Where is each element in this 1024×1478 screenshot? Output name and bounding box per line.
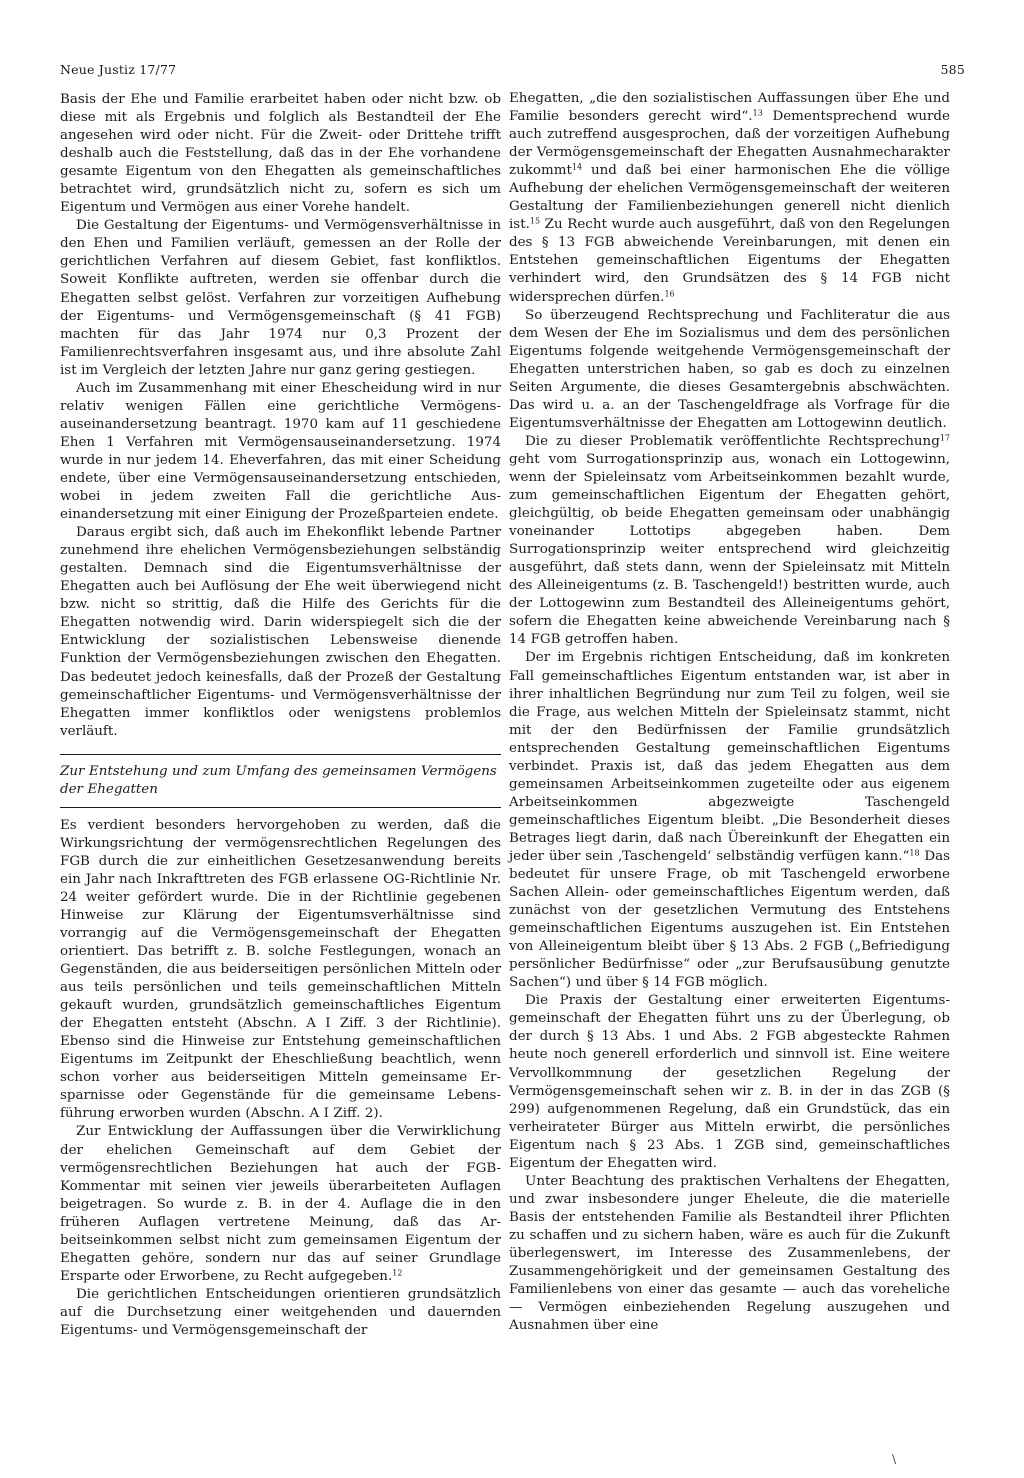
paragraph-text: Der im Ergebnis richtigen Entscheidung, daß im konkreten Fall gemeinschaftliches Eigentum entstanden war, ist aber in ihrer inhaltlichen Begründung nur zum Teil zu folgen, weil sie die Frage, aus welchen Mitteln der Spieleinsatz stammt, nicht mit der den Bedürfnissen der Familie grundsätzlich entsprechenden Gestaltung gemeinschaftlichen Eigentums verbindet. Praxis ist, daß das jedem Ehegatten aus dem gemeinsamen Arbeitseinkommen zugeteilte oder aus eigenem Arbeitseinkommen abgezweigte Taschengeld gemeinschaftliches Eigentum bleibt. „Die Besonderheit dieses Betrages liegt darin, daß nach Übereinkunft der Ehegatten ein jeder über sein ‚Taschengeld‘ selbständig verfügen kann.“ xyxy=(509,650,950,864)
section-heading: Zur Entstehung und zum Umfang des gemeinsamen Vermögens der Ehegatten xyxy=(60,763,497,798)
running-header xyxy=(60,62,965,80)
footnote-ref: 18 xyxy=(909,848,920,858)
paragraph xyxy=(509,649,950,992)
section-rule-bottom xyxy=(60,807,501,808)
footnote-ref: 15 xyxy=(529,216,541,226)
right-column xyxy=(509,90,950,1335)
paragraph: Auch im Zusammenhang mit einer Ehescheidung wird in nur relativ wenigen Fällen eine gerichtliche Vermögensauseinandersetzung beantragt. 1970 kam auf 11 geschiedene Ehen 1 Verfahren mit Vermögensauseinandersetzung. 1974 wurde in nur jedem 14. Eheverfahren, das mit einer Scheidung endete, über eine Vermögensauseinandersetzung entschieden, wobei in jedem zweiten Fall die gerichtliche Auseinandersetzung mit einer Einigung der Prozeßparteien endete. xyxy=(60,380,501,523)
paragraph xyxy=(60,1123,501,1285)
journal-issue: Neue Justiz 17/77 xyxy=(60,62,177,77)
paragraph-text: Die zu dieser Problematik veröffentlichte Rechtsprechung xyxy=(525,433,940,449)
footnote-ref: 12 xyxy=(392,1268,403,1278)
left-column xyxy=(60,91,501,1340)
paragraph-text: Zur Entwicklung der Auffassungen über die Verwirklichung der ehelichen Gemeinschaft auf dem Gebiet der vermögensrechtlichen Beziehungen hat auch der FGB-Kommentar mit seinen vier jeweils überarbeiteten Auflagen beigetragen. So wurde z. B. in der 4. Auflage die in den früheren Auflagen vertretene Meinung, daß das Arbeitseinkommen selbst nicht zum gemeinsamen Eigentum der Ehegatten gehöre, sondern nur das auf seiner Grundlage Ersparte oder Erworbene, zu Recht aufgegeben. xyxy=(60,1124,501,1284)
page-number: 585 xyxy=(940,62,965,77)
section-rule-top xyxy=(60,754,501,755)
paragraph-text: Dementsprechend wurde auch zutreffend ausgesprochen, daß der vorzeitigen Aufhebung der Vermögensgemeinschaft der Ehegatten Ausnahmecharakter zukommt xyxy=(509,109,950,179)
paragraph: Es verdient besonders hervorgehoben zu werden, daß die Wirkungsrichtung der vermögensrechtlichen Regelungen des FGB durch die zur einheitlichen Gesetzesanwendung bereits ein Jahr nach Inkrafttreten des FGB erlassene OG-Richtlinie Nr. 24 weiter gefördert wurde. Die in der Richtlinie gegebenen Hinweise zur Klärung der Eigentumsverhältnisse sind vorrangig auf die Vermögensgemeinschaft der Ehegatten orientiert. Das betrifft z. B. solche Festlegungen, wonach an Gegenständen, die aus beiderseitigen persönlichen Mitteln oder aus teils persönlichen und teils gemeinschaftlichen Mitteln gekauft wurden, grundsätzlich gemeinschaftliches Eigentum der Ehegatten entsteht (Abschn. A I Ziff. 3 der Richtlinie). Ebenso sind die Hinweise zur Entstehung gemeinschaftlichen Eigentums im Zeitpunkt der Eheschließung beachtlich, wenn schon vorher aus beiderseitigen Mitteln gemeinsame Ersparnisse oder Gegenstände für die gemeinsame Lebensführung erworben wurden (Abschn. A I Ziff. 2). xyxy=(60,817,501,1122)
paragraph: Die Gestaltung der Eigentums- und Vermögensverhältnisse in den Ehen und Familien verläuft, gemessen an der Rolle der gerichtlichen Verfahren auf diesem Gebiet, fast konfliktlos. Soweit Konflikte auftreten, werden sie offenbar durch die Ehegatten selbst gelöst. Verfahren zur vorzeitigen Aufhebung der Eigentums- und Vermögensgemeinschaft (§ 41 FGB) machten für das Jahr 1974 nur 0,3 Prozent der Familienrechtsverfahren insgesamt aus, und ihre absolute Zahl ist im Vergleich der letzten Jahre nur ganz gering gestiegen. xyxy=(60,218,501,378)
paragraph: Die Praxis der Gestaltung einer erweiterten Eigentumsgemeinschaft der Ehegatten führt uns zu der Überlegung, ob der durch § 13 Abs. 1 und Abs. 2 FGB abgesteckte Rahmen heute noch generell erforderlich und sinnvoll ist. Eine weitere Vervollkommnung der gesetzlichen Regelung der Vermögensgemeinschaft sehen wir z. B. in der in das ZGB (§ 299) aufgenommenen Regelung, daß ein Grundstück, das ein verheirateter Bürger aus Mitteln erwirbt, die persönliches Eigentum nach § 23 Abs. 1 ZGB sind, gemeinschaftliches Eigentum der Ehegatten wird. xyxy=(509,993,950,1171)
paragraph-text: und daß bei einer harmonischen Ehe die völlige Aufhebung der ehelichen Vermögensgemeinschaft der weiteren Gestaltung der Familienbeziehungen generell nicht dienlich ist. xyxy=(509,163,950,233)
paragraph: So überzeugend Rechtsprechung und Fachliteratur die aus dem Wesen der Ehe im Sozialismus und dem des persönlichen Eigentums folgende weitgehende Vermögensgemeinschaft der Ehegatten unterstrichen haben, so gab es doch zu einzelnen Seiten Argumente, die dieses Gesamtergebnis abschwächten. Das wird u. a. an der Taschengeldfrage als Vorfrage für die Eigentumsverhältnisse der Ehegatten am Lottogewinn deutlich. xyxy=(509,307,950,431)
paragraph: Basis der Ehe und Familie erarbeitet haben oder nicht bzw. ob diese mit als Ergebnis und folglich als Bestandteil der Ehe angesehen wird oder nicht. Für die Zweit- oder Drittehe trifft deshalb auch die Feststellung, daß das in der Ehe vorhandene gesamte Eigentum von den Ehegatten als gemeinschaftliches betrachtet wird, grundsätzlich nicht zu, sofern es sich um Eigentum und Vermögen aus einer Vorehe handelt. xyxy=(60,92,501,216)
paragraph: Die gerichtlichen Entscheidungen orientieren grundsätzlich auf die Durchsetzung einer weitgehenden und dauernden Eigentums- und Vermögensgemeinschaft der xyxy=(60,1286,501,1338)
paragraph-text: Das bedeutet für unsere Frage, ob mit Taschengeld erworbene Sachen Allein- oder gemeinschaftliches Eigentum werden, daß zunächst von der gesetzlichen Vermutung des Entstehens gemeinschaftlichen Eigentums auszugehen ist. Ein Entstehen von Alleineigentum bleibt über § 13 Abs. 2 FGB („Befriedigung persönlicher Bedürfnisse“ oder „zur Berufsausübung genutzte Sachen“) und über § 14 FGB möglich. xyxy=(509,848,950,991)
paragraph: Daraus ergibt sich, daß auch im Ehekonflikt lebende Partner zunehmend ihre ehelichen Vermögensbeziehungen selbständig gestalten. Demnach sind die Eigentumsverhältnisse der Ehegatten auch bei Auflösung der Ehe weit überwiegend nicht bzw. nicht so strittig, daß die Hilfe des Gerichts für die Ehegatten notwendig wird. Darin widerspiegelt sich die der Entwicklung der sozialistischen Lebensweise dienende Funktion der Vermögensbeziehungen zwischen den Ehegatten. Das bedeutet jedoch keinesfalls, daß der Prozeß der Gestaltung gemeinschaftlicher Eigentums- und Vermögensverhältnisse der Ehegatten immer konfliktlos oder wenigstens problemlos verläuft. xyxy=(60,525,501,739)
footnote-ref: 14 xyxy=(571,162,583,172)
paragraph-text: geht vom Surrogationsprinzip aus, wonach ein Lottogewinn, wenn der Spieleinsatz vom Arbeitseinkommen bezahlt wurde, zum gemeinschaftlichen Eigentum der Ehegatten gehört, gleichgültig, ob beide Ehegatten gemeinsam oder unabhängig voneinander Lottotips abgegeben haben. Dem Surrogationsprinzip weiter entsprechend wird gleichzeitig ausgeführt, daß stets dann, wenn der Spieleinsatz mit Mitteln des Alleineigentums (z. B. Taschengeld!) bestritten wurde, auch der Lottogewinn zum Bestandteil des Alleineigentums gehört, sofern die Ehegatten keine abweichende Vereinbarung nach § 14 FGB getroffen haben. xyxy=(509,451,950,648)
footnote-ref: 13 xyxy=(752,108,763,118)
footnote-ref: 17 xyxy=(939,433,950,443)
paragraph xyxy=(509,433,950,650)
scan-mark: \ xyxy=(892,1452,897,1466)
paragraph-text: Ehegatten, „die den sozialistischen Auffassungen über Ehe und Familie besonders gerecht wird“. xyxy=(509,91,950,125)
paragraph: Unter Beachtung des praktischen Verhaltens der Ehegatten, und zwar insbesondere junger Eheleute, die die materielle Basis der entstehenden Familie als Bestandteil ihrer Pflichten zu schaffen und zu sichern haben, wäre es auch für die Zukunft überlegenswert, im Interesse des Zusammenlebens, der Zusammengehörigkeit und der gemeinsamen Gestaltung des Familienlebens von einer das gesamte — auch das voreheliche — Vermögen einbeziehenden Regelung auszugehen und Ausnahmen über eine xyxy=(509,1173,950,1334)
footnote-ref: 16 xyxy=(664,289,675,299)
paragraph xyxy=(509,90,950,307)
paragraph-text: Zu Recht wurde auch ausgeführt, daß von den Regelungen des § 13 FGB abweichende Vereinbarungen, mit denen ein Entstehen gemeinschaftlichen Eigentums der Ehegatten verhindert wird, den Grundsätzen des § 14 FGB nicht widersprechen dürfen. xyxy=(509,217,950,305)
